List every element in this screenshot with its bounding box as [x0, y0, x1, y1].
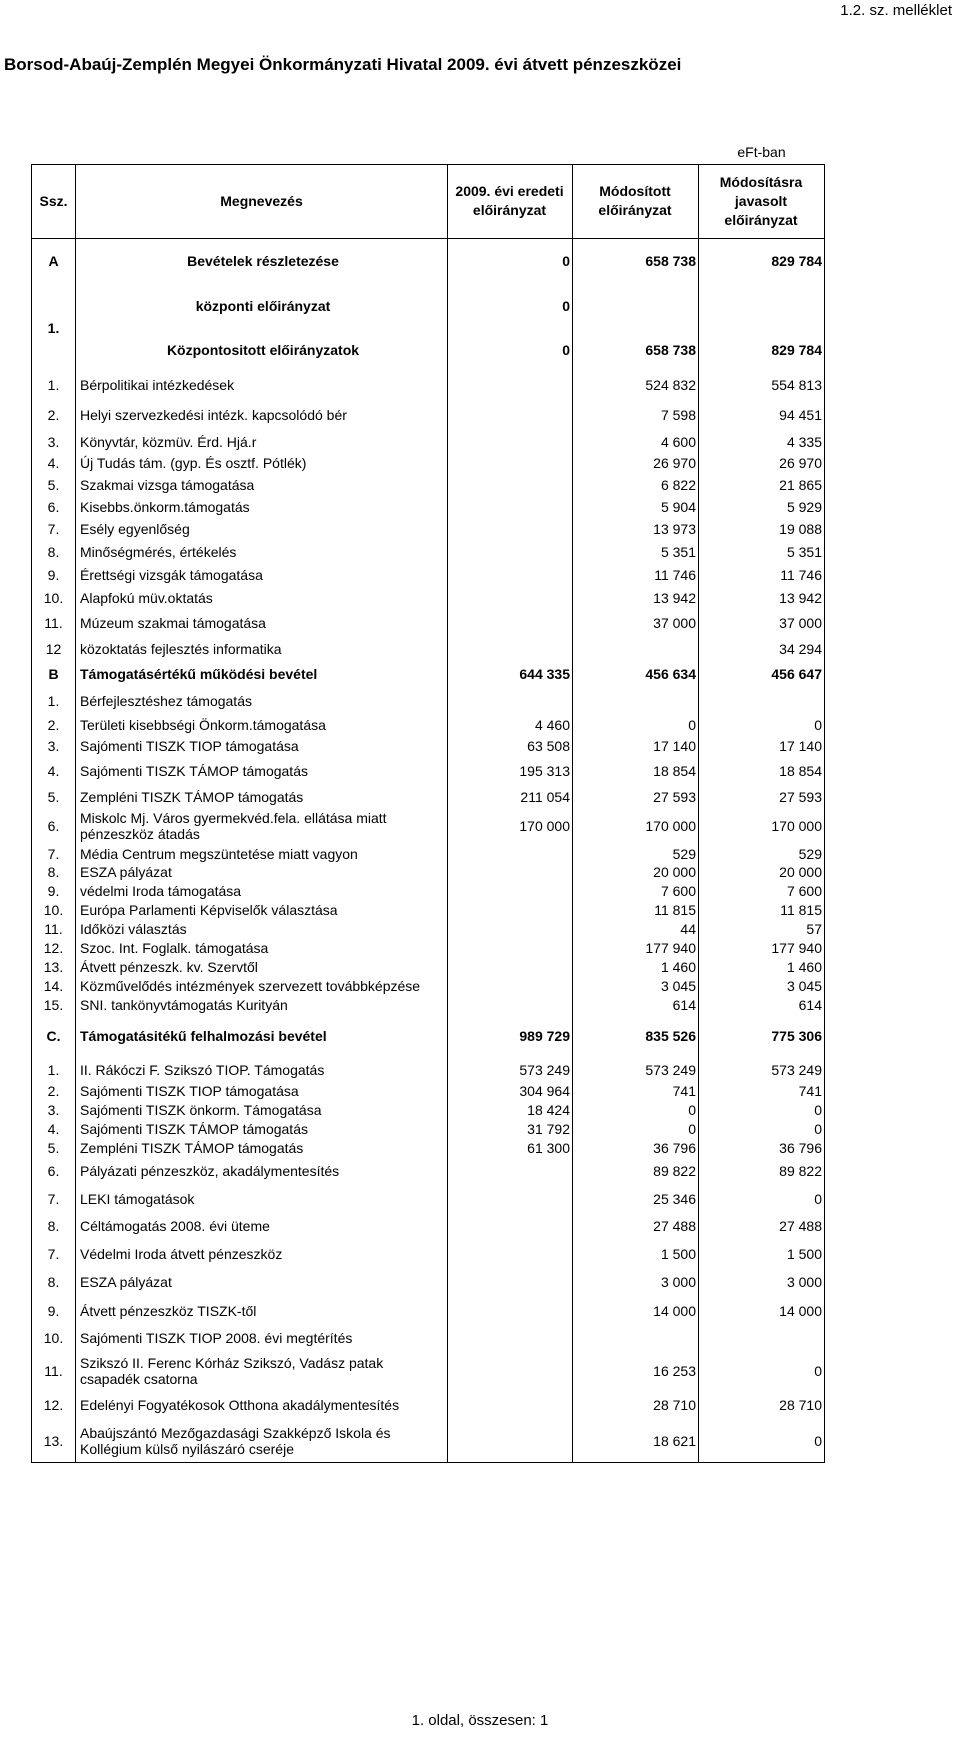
- row-name: Zempléni TISZK TÁMOP támogatás: [76, 1138, 448, 1158]
- table-row: [32, 398, 825, 431]
- row-name: LEKI támogatások: [76, 1184, 448, 1213]
- row-javasolt: 34 294: [699, 636, 825, 662]
- row-modositott: 27 488: [573, 1213, 699, 1239]
- row-eredeti: [448, 1325, 573, 1351]
- row-javasolt: 11 746: [699, 563, 825, 586]
- row-ssz: A: [32, 238, 76, 284]
- unit-row: [32, 142, 825, 164]
- row-modositott: 18 854: [573, 757, 699, 785]
- row-name: Területi kisebbségi Önkorm.támogatása: [76, 715, 448, 735]
- row-javasolt: 0: [699, 1351, 825, 1390]
- row-javasolt: 19 088: [699, 518, 825, 540]
- row-javasolt: 94 451: [699, 398, 825, 431]
- table-row: [32, 636, 825, 662]
- row-ssz: 6.: [32, 808, 76, 844]
- row-modositott: 20 000: [573, 863, 699, 881]
- row-ssz: 12.: [32, 1390, 76, 1420]
- row-name: Minőségmérés, értékelés: [76, 540, 448, 563]
- table-row: [32, 785, 825, 808]
- row-modositott: 835 526: [573, 1014, 699, 1058]
- budget-table: [31, 142, 825, 1463]
- row-name: Támogatásitékű felhalmozási bevétel: [76, 1014, 448, 1058]
- row-modositott: 0: [573, 1119, 699, 1138]
- row-modositott: 7 600: [573, 881, 699, 900]
- row-javasolt: 1 460: [699, 957, 825, 976]
- row-name: Bérfejlesztéshez támogatás: [76, 686, 448, 715]
- row-modositott: 5 351: [573, 540, 699, 563]
- row-eredeti: 61 300: [448, 1138, 573, 1158]
- row-javasolt: 573 249: [699, 1058, 825, 1081]
- unit-label: eFt-ban: [737, 144, 786, 161]
- row-javasolt: 829 784: [699, 328, 825, 372]
- row-modositott: 1 460: [573, 957, 699, 976]
- row-javasolt: 37 000: [699, 609, 825, 636]
- row-modositott: 177 940: [573, 938, 699, 957]
- row-modositott: 44: [573, 919, 699, 938]
- row-name: Közművelődés intézmények szervezett továbbképzése: [76, 976, 448, 995]
- row-name: Múzeum szakmai támogatása: [76, 609, 448, 636]
- row-name: Média Centrum megszüntetése miatt vagyon: [76, 844, 448, 863]
- table-row: [32, 1119, 825, 1138]
- row-name: Szoc. Int. Foglalk. támogatása: [76, 938, 448, 957]
- row-javasolt: 5 351: [699, 540, 825, 563]
- row-ssz: 12.: [32, 938, 76, 957]
- row-modositott: [573, 284, 699, 328]
- row-name: Központositott előirányzatok: [76, 328, 448, 372]
- row-javasolt: [699, 686, 825, 715]
- row-modositott: 1 500: [573, 1239, 699, 1268]
- row-ssz: 8.: [32, 540, 76, 563]
- row-modositott: 6 822: [573, 474, 699, 496]
- table-row: [32, 976, 825, 995]
- page-footer: 1. oldal, összesen: 1: [411, 1712, 549, 1729]
- table-row: [32, 563, 825, 586]
- table-row: [32, 900, 825, 919]
- row-name: Helyi szervezkedési intézk. kapcsolódó bér: [76, 398, 448, 431]
- table-row: [32, 496, 825, 518]
- row-modositott: 524 832: [573, 372, 699, 398]
- table-row: [32, 1351, 825, 1390]
- row-eredeti: [448, 844, 573, 863]
- row-javasolt: 829 784: [699, 238, 825, 284]
- header-megnevezes: Megnevezés: [76, 164, 448, 238]
- row-eredeti: 304 964: [448, 1081, 573, 1100]
- row-eredeti: [448, 609, 573, 636]
- row-name: Új Tudás tám. (gyp. És osztf. Pótlék): [76, 452, 448, 474]
- row-eredeti: 989 729: [448, 1014, 573, 1058]
- row-ssz: 8.: [32, 1268, 76, 1296]
- row-eredeti: 0: [448, 328, 573, 372]
- row-modositott: 456 634: [573, 662, 699, 686]
- table-row: [32, 715, 825, 735]
- row-eredeti: [448, 976, 573, 995]
- row-modositott: 13 973: [573, 518, 699, 540]
- row-eredeti: [448, 1420, 573, 1462]
- table-row: [32, 431, 825, 452]
- table-row: [32, 919, 825, 938]
- row-ssz: 7.: [32, 844, 76, 863]
- row-modositott: 658 738: [573, 328, 699, 372]
- header-modositott: Módosított előirányzat: [573, 164, 699, 238]
- row-ssz: 5.: [32, 785, 76, 808]
- table-row: [32, 662, 825, 686]
- row-eredeti: [448, 636, 573, 662]
- row-eredeti: [448, 398, 573, 431]
- row-eredeti: [448, 686, 573, 715]
- row-name: közoktatás fejlesztés informatika: [76, 636, 448, 662]
- row-eredeti: 0: [448, 284, 573, 328]
- row-eredeti: [448, 496, 573, 518]
- row-eredeti: [448, 518, 573, 540]
- header-ssz: Ssz.: [32, 164, 76, 238]
- row-ssz: 3.: [32, 1100, 76, 1119]
- table-row: [32, 452, 825, 474]
- row-ssz: 15.: [32, 995, 76, 1014]
- row-ssz: 1.: [32, 372, 76, 398]
- table-row: [32, 540, 825, 563]
- table-row: [32, 1058, 825, 1081]
- table-row: [32, 284, 825, 328]
- row-ssz: 5.: [32, 1138, 76, 1158]
- row-name: Céltámogatás 2008. évi üteme: [76, 1213, 448, 1239]
- row-name: Sajómenti TISZK TIOP 2008. évi megtérítés: [76, 1325, 448, 1351]
- row-javasolt: 0: [699, 1184, 825, 1213]
- row-ssz: 4.: [32, 1119, 76, 1138]
- row-modositott: [573, 686, 699, 715]
- row-eredeti: [448, 1158, 573, 1184]
- row-modositott: 741: [573, 1081, 699, 1100]
- row-javasolt: 3 000: [699, 1268, 825, 1296]
- row-javasolt: 177 940: [699, 938, 825, 957]
- table-row: [32, 757, 825, 785]
- row-name: II. Rákóczi F. Szikszó TIOP. Támogatás: [76, 1058, 448, 1081]
- row-ssz: 13.: [32, 957, 76, 976]
- row-eredeti: [448, 1213, 573, 1239]
- row-modositott: 0: [573, 715, 699, 735]
- row-eredeti: [448, 1296, 573, 1325]
- row-javasolt: 21 865: [699, 474, 825, 496]
- row-ssz: 10.: [32, 900, 76, 919]
- row-javasolt: 20 000: [699, 863, 825, 881]
- row-javasolt: 5 929: [699, 496, 825, 518]
- table-row: [32, 995, 825, 1014]
- row-ssz: 1.: [32, 686, 76, 715]
- row-eredeti: [448, 1268, 573, 1296]
- table-row: [32, 1296, 825, 1325]
- table-row: [32, 474, 825, 496]
- table-row: [32, 328, 825, 372]
- row-ssz: 3.: [32, 431, 76, 452]
- row-ssz: 8.: [32, 1213, 76, 1239]
- row-modositott: 170 000: [573, 808, 699, 844]
- row-eredeti: [448, 1239, 573, 1268]
- table-row: [32, 238, 825, 284]
- row-eredeti: [448, 1184, 573, 1213]
- table-row: [32, 1014, 825, 1058]
- row-javasolt: 614: [699, 995, 825, 1014]
- row-javasolt: 456 647: [699, 662, 825, 686]
- table-row: [32, 1138, 825, 1158]
- row-eredeti: 63 508: [448, 735, 573, 757]
- row-eredeti: [448, 586, 573, 609]
- row-name: Európa Parlamenti Képviselők választása: [76, 900, 448, 919]
- row-name: védelmi Iroda támogatása: [76, 881, 448, 900]
- row-eredeti: 195 313: [448, 757, 573, 785]
- row-name: SNI. tankönyvtámogatás Kurityán: [76, 995, 448, 1014]
- row-javasolt: [699, 284, 825, 328]
- table-row: [32, 372, 825, 398]
- row-eredeti: [448, 995, 573, 1014]
- row-javasolt: 554 813: [699, 372, 825, 398]
- row-name: Miskolc Mj. Város gyermekvéd.fela. ellátása miatt pénzeszköz átadás: [76, 808, 448, 844]
- row-ssz: 9.: [32, 563, 76, 586]
- row-eredeti: [448, 938, 573, 957]
- table-row: [32, 1239, 825, 1268]
- row-eredeti: 644 335: [448, 662, 573, 686]
- table-row: [32, 1390, 825, 1420]
- row-javasolt: 4 335: [699, 431, 825, 452]
- row-javasolt: 0: [699, 1119, 825, 1138]
- row-javasolt: 57: [699, 919, 825, 938]
- row-eredeti: 0: [448, 238, 573, 284]
- row-javasolt: 170 000: [699, 808, 825, 844]
- row-modositott: 11 815: [573, 900, 699, 919]
- table-row: [32, 518, 825, 540]
- row-eredeti: [448, 372, 573, 398]
- row-eredeti: [448, 919, 573, 938]
- table-row: [32, 808, 825, 844]
- row-modositott: 26 970: [573, 452, 699, 474]
- row-modositott: 37 000: [573, 609, 699, 636]
- row-modositott: 0: [573, 1100, 699, 1119]
- row-modositott: 13 942: [573, 586, 699, 609]
- row-ssz: 3.: [32, 735, 76, 757]
- row-ssz: 2.: [32, 715, 76, 735]
- row-javasolt: 13 942: [699, 586, 825, 609]
- row-name: Sajómenti TISZK önkorm. Támogatása: [76, 1100, 448, 1119]
- table-row: [32, 863, 825, 881]
- row-javasolt: 1 500: [699, 1239, 825, 1268]
- row-name: ESZA pályázat: [76, 1268, 448, 1296]
- table-row: [32, 844, 825, 863]
- row-ssz: B: [32, 662, 76, 686]
- row-ssz: 6.: [32, 496, 76, 518]
- row-eredeti: [448, 863, 573, 881]
- row-eredeti: [448, 1351, 573, 1390]
- row-javasolt: 0: [699, 1100, 825, 1119]
- row-ssz: 11.: [32, 1351, 76, 1390]
- row-eredeti: [448, 957, 573, 976]
- row-ssz: 13.: [32, 1420, 76, 1462]
- row-javasolt: 28 710: [699, 1390, 825, 1420]
- table-row: [32, 1184, 825, 1213]
- row-modositott: 3 000: [573, 1268, 699, 1296]
- table-row: [32, 1158, 825, 1184]
- row-ssz: 12: [32, 636, 76, 662]
- row-ssz: 7.: [32, 518, 76, 540]
- row-ssz: 11.: [32, 919, 76, 938]
- row-ssz: 10.: [32, 1325, 76, 1351]
- row-name: Sajómenti TISZK TÁMOP támogatás: [76, 1119, 448, 1138]
- table-row: [32, 1268, 825, 1296]
- row-javasolt: 529: [699, 844, 825, 863]
- row-ssz: 11.: [32, 609, 76, 636]
- row-name: Átvett pénzeszköz TISZK-től: [76, 1296, 448, 1325]
- row-javasolt: 18 854: [699, 757, 825, 785]
- annex-label: 1.2. sz. melléklet: [840, 2, 952, 19]
- table-row: [32, 881, 825, 900]
- table-row: [32, 1213, 825, 1239]
- row-ssz: 4.: [32, 452, 76, 474]
- row-modositott: 658 738: [573, 238, 699, 284]
- row-name: Alapfokú müv.oktatás: [76, 586, 448, 609]
- row-name: Szikszó II. Ferenc Kórház Szikszó, Vadász patak csapadék csatorna: [76, 1351, 448, 1390]
- row-modositott: 5 904: [573, 496, 699, 518]
- row-modositott: 3 045: [573, 976, 699, 995]
- row-javasolt: 3 045: [699, 976, 825, 995]
- row-ssz: 2.: [32, 1081, 76, 1100]
- row-modositott: 89 822: [573, 1158, 699, 1184]
- row-name: Kisebbs.önkorm.támogatás: [76, 496, 448, 518]
- row-javasolt: 27 488: [699, 1213, 825, 1239]
- row-ssz: 7.: [32, 1239, 76, 1268]
- row-modositott: 11 746: [573, 563, 699, 586]
- row-ssz: C.: [32, 1014, 76, 1058]
- row-ssz: 8.: [32, 863, 76, 881]
- row-name: Abaújszántó Mezőgazdasági Szakképző Iskola és Kollégium külső nyilászáró cseréje: [76, 1420, 448, 1462]
- row-ssz: 6.: [32, 1158, 76, 1184]
- row-javasolt: 26 970: [699, 452, 825, 474]
- row-ssz: 1.: [32, 284, 76, 372]
- row-modositott: 18 621: [573, 1420, 699, 1462]
- row-name: Támogatásértékű működési bevétel: [76, 662, 448, 686]
- row-eredeti: 573 249: [448, 1058, 573, 1081]
- row-ssz: 14.: [32, 976, 76, 995]
- row-ssz: 7.: [32, 1184, 76, 1213]
- row-eredeti: [448, 431, 573, 452]
- row-eredeti: [448, 474, 573, 496]
- budget-table-body: [32, 142, 825, 1462]
- row-ssz: 4.: [32, 757, 76, 785]
- row-javasolt: 7 600: [699, 881, 825, 900]
- row-eredeti: [448, 1390, 573, 1420]
- row-modositott: [573, 1325, 699, 1351]
- row-ssz: 10.: [32, 586, 76, 609]
- row-javasolt: 17 140: [699, 735, 825, 757]
- row-name: Bevételek részletezése: [76, 238, 448, 284]
- table-row: [32, 609, 825, 636]
- header-row: [32, 164, 825, 238]
- table-row: [32, 1100, 825, 1119]
- row-modositott: 14 000: [573, 1296, 699, 1325]
- row-name: Sajómenti TISZK TIOP támogatása: [76, 735, 448, 757]
- table-row: [32, 1420, 825, 1462]
- row-modositott: 25 346: [573, 1184, 699, 1213]
- row-ssz: 2.: [32, 398, 76, 431]
- row-name: Átvett pénzeszk. kv. Szervtől: [76, 957, 448, 976]
- row-javasolt: 27 593: [699, 785, 825, 808]
- row-name: Edelényi Fogyatékosok Otthona akadálymentesítés: [76, 1390, 448, 1420]
- row-javasolt: 89 822: [699, 1158, 825, 1184]
- row-modositott: 17 140: [573, 735, 699, 757]
- row-eredeti: [448, 900, 573, 919]
- row-name: Könyvtár, közmüv. Érd. Hjá.r: [76, 431, 448, 452]
- row-name: Bérpolitikai intézkedések: [76, 372, 448, 398]
- row-modositott: 27 593: [573, 785, 699, 808]
- row-eredeti: [448, 540, 573, 563]
- row-eredeti: 31 792: [448, 1119, 573, 1138]
- row-modositott: 614: [573, 995, 699, 1014]
- row-name: Sajómenti TISZK TÁMOP támogatás: [76, 757, 448, 785]
- row-eredeti: 211 054: [448, 785, 573, 808]
- row-modositott: 573 249: [573, 1058, 699, 1081]
- row-eredeti: [448, 563, 573, 586]
- row-javasolt: 775 306: [699, 1014, 825, 1058]
- table-row: [32, 1081, 825, 1100]
- table-row: [32, 938, 825, 957]
- row-modositott: 4 600: [573, 431, 699, 452]
- row-modositott: [573, 636, 699, 662]
- row-name: Sajómenti TISZK TIOP támogatása: [76, 1081, 448, 1100]
- row-name: Pályázati pénzeszköz, akadálymentesítés: [76, 1158, 448, 1184]
- row-javasolt: 0: [699, 1420, 825, 1462]
- row-javasolt: 14 000: [699, 1296, 825, 1325]
- row-name: Esély egyenlőség: [76, 518, 448, 540]
- row-modositott: 28 710: [573, 1390, 699, 1420]
- row-name: Zempléni TISZK TÁMOP támogatás: [76, 785, 448, 808]
- row-javasolt: 0: [699, 715, 825, 735]
- row-javasolt: 36 796: [699, 1138, 825, 1158]
- row-javasolt: 741: [699, 1081, 825, 1100]
- row-ssz: 5.: [32, 474, 76, 496]
- row-name: Szakmai vizsga támogatása: [76, 474, 448, 496]
- row-javasolt: 11 815: [699, 900, 825, 919]
- row-name: Védelmi Iroda átvett pénzeszköz: [76, 1239, 448, 1268]
- row-modositott: 36 796: [573, 1138, 699, 1158]
- table-row: [32, 686, 825, 715]
- row-javasolt: [699, 1325, 825, 1351]
- table-row: [32, 735, 825, 757]
- row-eredeti: [448, 881, 573, 900]
- row-ssz: 1.: [32, 1058, 76, 1081]
- row-eredeti: 170 000: [448, 808, 573, 844]
- row-eredeti: [448, 452, 573, 474]
- row-modositott: 529: [573, 844, 699, 863]
- row-name: ESZA pályázat: [76, 863, 448, 881]
- row-eredeti: 18 424: [448, 1100, 573, 1119]
- row-name: Érettségi vizsgák támogatása: [76, 563, 448, 586]
- document-title: Borsod-Abaúj-Zemplén Megyei Önkormányzati Hivatal 2009. évi átvett pénzeszközei: [4, 55, 682, 74]
- row-modositott: 7 598: [573, 398, 699, 431]
- table-row: [32, 586, 825, 609]
- table-row: [32, 957, 825, 976]
- row-name: központi előirányzat: [76, 284, 448, 328]
- row-modositott: 16 253: [573, 1351, 699, 1390]
- row-ssz: 9.: [32, 1296, 76, 1325]
- row-name: Időközi választás: [76, 919, 448, 938]
- row-ssz: 9.: [32, 881, 76, 900]
- header-javasolt: Módosításra javasolt előirányzat: [699, 164, 825, 238]
- row-eredeti: 4 460: [448, 715, 573, 735]
- header-eredeti: 2009. évi eredeti előirányzat: [448, 164, 573, 238]
- table-row: [32, 1325, 825, 1351]
